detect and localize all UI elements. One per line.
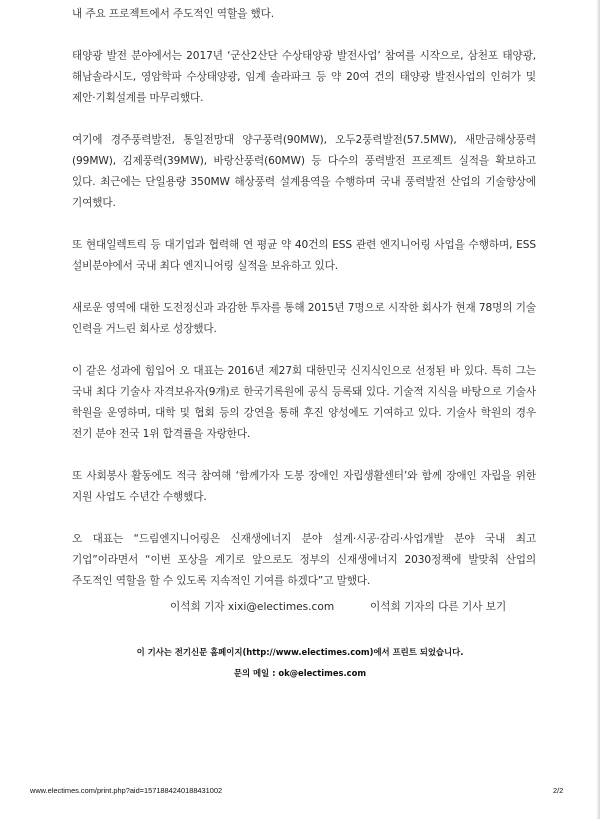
- article-paragraph: 또 사회봉사 활동에도 적극 참여해 ‘함께가자 도봉 장애인 자립생활센터’와 함께 장애인 자립을 위한 지원 사업도 수년간 수행했다.: [72, 470, 536, 503]
- article-paragraph: 내 주요 프로젝트에서 주도적인 역할을 했다.: [72, 8, 275, 20]
- contact-email: 문의 메일 : ok@electimes.com: [233, 668, 367, 678]
- article-paragraph: 오 대표는 “드림엔지니어링은 신재생에너지 분야 설계·시공·감리·사업개발 분야 국내 최고 기업”이라면서 “이번 포상을 계기로 앞으로도 정부의 신재생에너지 2030정책에 발맞춰 산업의 주도적인 역할을 할 수 있도록 지속적인 기여를 하겠다”고 말했다.: [72, 533, 536, 587]
- print-url: www.electimes.com/print.php?aid=1571884240188431002: [30, 786, 223, 795]
- article-body: [72, 4, 536, 613]
- article-paragraph: 이 같은 성과에 힘입어 오 대표는 2016년 제27회 대한민국 신지식인으로 선정된 바 있다. 특히 그는 국내 최다 기술사 자격보유자(9개)로 한국기록원에 공식 등록돼 있다. 기술적 지식을 바탕으로 기술사 학원을 운영하며, 대학 및 협회 등의 강연을 통해 후진 양성에도 기여하고 있다. 기술사 학원의 경우 전기 분야 전국 1위 합격률을 자랑한다.: [72, 365, 536, 440]
- print-notice: 이 기사는 전기신문 홈페이지(http://www.electimes.com)에서 프린트 되었습니다.: [136, 647, 464, 657]
- article-paragraph: 또 현대일렉트릭 등 대기업과 협력해 연 평균 약 40건의 ESS 관련 엔지니어링 사업을 수행하며, ESS 설비분야에서 국내 최다 엔지니어링 실적을 보유하고 있다.: [72, 239, 536, 272]
- page-number: 2/2: [553, 786, 564, 795]
- article-paragraph: 태양광 발전 분야에서는 2017년 ‘군산2산단 수상태양광 발전사업’ 참여를 시작으로, 삼천포 태양광, 해남솔라시도, 영암학파 수상태양광, 임계 솔라파크 등 약 20여 건의 태양광 발전사업의 인허가 및 제안·기획설계를 마무리했다.: [72, 50, 536, 104]
- page-edge-shadow: [596, 0, 600, 819]
- article-paragraph: 여기에 경주풍력발전, 통일전망대 양구풍력(90MW), 오두2풍력발전(57.5MW), 새만금해상풍력(99MW), 김제풍력(39MW), 바랑산풍력(60MW) 등 다수의 풍력발전 프로젝트 실적을 확보하고 있다. 최근에는 단일용량 350MW 해상풍력 설계용역을 수행하며 국내 풍력발전 산업의 기술향상에 기여했다.: [72, 134, 536, 209]
- article-paragraph: 새로운 영역에 대한 도전정신과 과감한 투자를 통해 2015년 7명으로 시작한 회사가 현재 78명의 기술 인력을 거느린 회사로 성장했다.: [72, 302, 536, 335]
- reporter-byline: 이석희 기자 xixi@electimes.com: [170, 601, 335, 613]
- more-articles-link[interactable]: 이석희 기자의 다른 기사 보기: [370, 601, 507, 613]
